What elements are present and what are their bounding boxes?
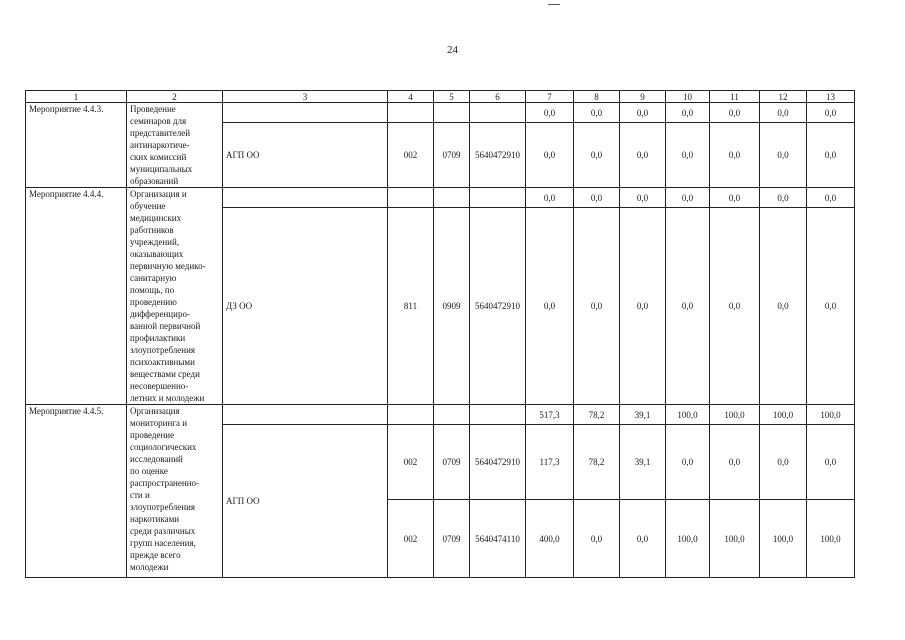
value-cell: 0,0 [760,123,807,188]
header-cell: 9 [620,91,666,103]
value-cell: 0,0 [666,208,710,405]
header-cell: 6 [470,91,526,103]
grbs-cell: 811 [388,208,434,405]
value-cell: 100,0 [760,405,807,425]
value-cell: 0,0 [666,123,710,188]
header-cell: 8 [574,91,620,103]
rzpr-cell: 0709 [434,500,470,578]
value-cell: 0,0 [620,208,666,405]
value-cell: 0,0 [807,123,855,188]
header-cell: 5 [434,91,470,103]
executor-cell: ДЗ ОО [223,208,388,405]
value-cell: 517,3 [526,405,574,425]
value-cell: 39,1 [620,405,666,425]
scan-mark [548,4,560,5]
value-cell: 78,2 [574,405,620,425]
value-cell: 0,0 [710,123,760,188]
measure-label: Мероприятие 4.4.4. [26,188,127,405]
value-cell: 0,0 [574,500,620,578]
grbs-cell: 002 [388,500,434,578]
measure-description: Проведение семинаров для представителей антинаркотиче- ских комиссий муниципальных образований [127,103,223,188]
rzpr-cell: 0909 [434,208,470,405]
value-cell: 39,1 [620,425,666,500]
value-cell: 0,0 [574,208,620,405]
value-cell: 0,0 [760,425,807,500]
value-cell: 0,0 [807,103,855,123]
header-cell: 13 [807,91,855,103]
empty-cell [434,405,470,425]
value-cell: 100,0 [710,500,760,578]
value-cell: 117,3 [526,425,574,500]
value-cell: 0,0 [526,188,574,208]
value-cell: 0,0 [666,425,710,500]
empty-cell [470,405,526,425]
header-cell: 3 [223,91,388,103]
value-cell: 0,0 [620,123,666,188]
value-cell: 0,0 [620,500,666,578]
empty-cell [434,188,470,208]
header-cell: 12 [760,91,807,103]
grbs-cell: 002 [388,425,434,500]
executor-cell: АГП ОО [223,123,388,188]
value-cell: 0,0 [710,188,760,208]
empty-cell [388,103,434,123]
value-cell: 0,0 [666,188,710,208]
rzpr-cell: 0709 [434,123,470,188]
table-row [26,405,855,425]
empty-cell [434,103,470,123]
value-cell: 78,2 [574,425,620,500]
value-cell: 100,0 [666,500,710,578]
measure-label: Мероприятие 4.4.3. [26,103,127,188]
table-row [26,188,855,208]
value-cell: 400,0 [526,500,574,578]
value-cell: 0,0 [807,208,855,405]
empty-cell [223,188,388,208]
budget-table [25,90,855,578]
value-cell: 100,0 [807,405,855,425]
value-cell: 100,0 [760,500,807,578]
empty-cell [470,188,526,208]
value-cell: 0,0 [710,425,760,500]
value-cell: 0,0 [807,425,855,500]
csr-cell: 5640474110 [470,500,526,578]
value-cell: 100,0 [710,405,760,425]
csr-cell: 5640472910 [470,208,526,405]
measure-description: Организация мониторинга и проведение социологических исследований по оценке распространенно- сти и злоупотребления наркотиками среди различных групп населения, прежде всего молодежи [127,405,223,578]
header-cell: 10 [666,91,710,103]
value-cell: 0,0 [526,208,574,405]
empty-cell [223,405,388,425]
rzpr-cell: 0709 [434,425,470,500]
header-cell: 2 [127,91,223,103]
value-cell: 0,0 [710,103,760,123]
measure-description: Организация и обучение медицинских работников учреждений, оказывающих первичную медико- санитарную помощь, по проведению дифференциро- ванной первичной профилактики злоупотребления психоактивными веществами среди несовершенно- летних и молодежи [127,188,223,405]
value-cell: 0,0 [574,103,620,123]
csr-cell: 5640472910 [470,123,526,188]
value-cell: 100,0 [666,405,710,425]
value-cell: 0,0 [710,208,760,405]
empty-cell [470,103,526,123]
header-row [26,91,855,103]
value-cell: 0,0 [574,123,620,188]
header-cell: 1 [26,91,127,103]
value-cell: 0,0 [760,103,807,123]
value-cell: 100,0 [807,500,855,578]
empty-cell [388,188,434,208]
empty-cell [223,103,388,123]
value-cell: 0,0 [760,188,807,208]
value-cell: 0,0 [574,188,620,208]
value-cell: 0,0 [807,188,855,208]
executor-cell: АГП ОО [223,425,388,578]
header-cell: 4 [388,91,434,103]
header-cell: 11 [710,91,760,103]
value-cell: 0,0 [760,208,807,405]
measure-label: Мероприятие 4.4.5. [26,405,127,578]
table-row [26,103,855,123]
value-cell: 0,0 [526,123,574,188]
value-cell: 0,0 [620,103,666,123]
page-number: 24 [447,44,458,56]
empty-cell [388,405,434,425]
value-cell: 0,0 [620,188,666,208]
value-cell: 0,0 [666,103,710,123]
csr-cell: 5640472910 [470,425,526,500]
grbs-cell: 002 [388,123,434,188]
value-cell: 0,0 [526,103,574,123]
header-cell: 7 [526,91,574,103]
